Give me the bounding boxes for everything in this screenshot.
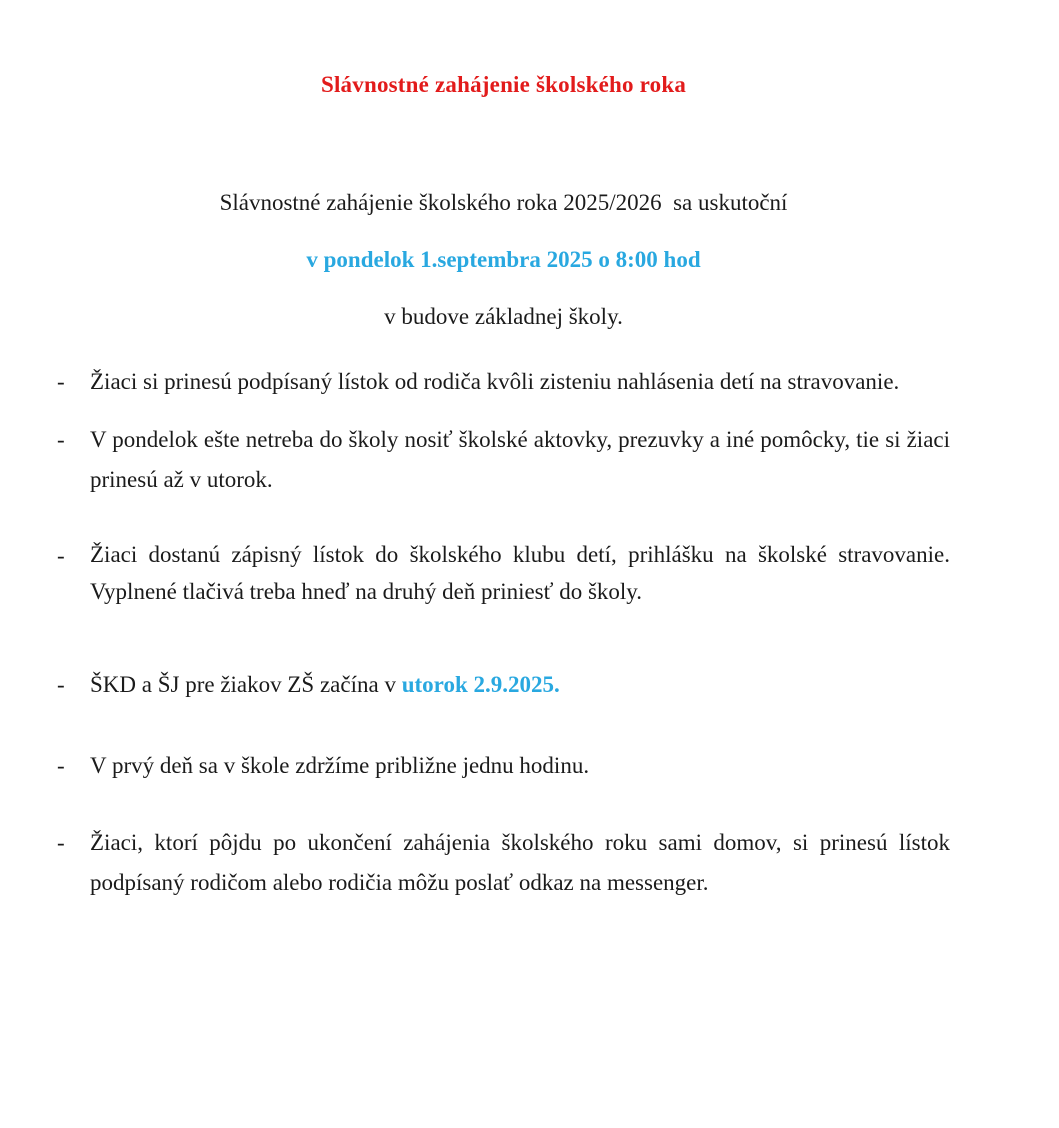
bullet-text — [90, 665, 950, 705]
bullet-marker: - — [57, 369, 65, 394]
bullet-text: Žiaci dostanú zápisný lístok do školského klubu detí, prihlášku na školské stravovanie. Vyplnené tlačivá treba hneď na druhý deň priniesť do školy. — [90, 542, 950, 604]
list-item — [57, 746, 950, 786]
bullet-marker: - — [57, 427, 65, 452]
list-item — [57, 823, 950, 903]
bullet-text: Žiaci, ktorí pôjdu po ukončení zahájenia školského roku sami domov, si prinesú lístok podpísaný rodičom alebo rodičia môžu poslať odkaz na messenger. — [90, 830, 950, 895]
document-title: Slávnostné zahájenie školského roka — [320, 72, 687, 97]
list-item — [57, 536, 950, 610]
intro-line-place: v budove základnej školy. — [384, 304, 623, 329]
intro-line-date-time: v pondelok 1.septembra 2025 o 8:00 hod — [306, 247, 701, 272]
bullet-text-prefix: ŠKD a ŠJ pre žiakov ZŠ začína v — [90, 672, 402, 697]
bullet-marker: - — [57, 830, 65, 855]
bullet-marker: - — [57, 753, 65, 778]
intro-line-event: Slávnostné zahájenie školského roka 2025/2026 sa uskutoční — [219, 190, 788, 215]
bullet-marker: - — [57, 672, 65, 697]
list-item — [57, 420, 950, 500]
highlight-date: utorok 2.9.2025. — [401, 672, 560, 697]
bullet-list — [57, 362, 950, 903]
bullet-text: Žiaci si prinesú podpísaný lístok od rodiča kvôli zisteniu nahlásenia detí na stravovanie. — [90, 369, 900, 394]
bullet-marker: - — [57, 543, 65, 568]
intro-block — [57, 188, 950, 332]
bullet-text: V prvý deň sa v škole zdržíme približne jednu hodinu. — [90, 753, 590, 778]
bullet-text: V pondelok ešte netreba do školy nosiť školské aktovky, prezuvky a iné pomôcky, tie si žiaci prinesú až v utorok. — [90, 427, 950, 492]
list-item — [57, 665, 950, 705]
list-item — [57, 362, 950, 402]
